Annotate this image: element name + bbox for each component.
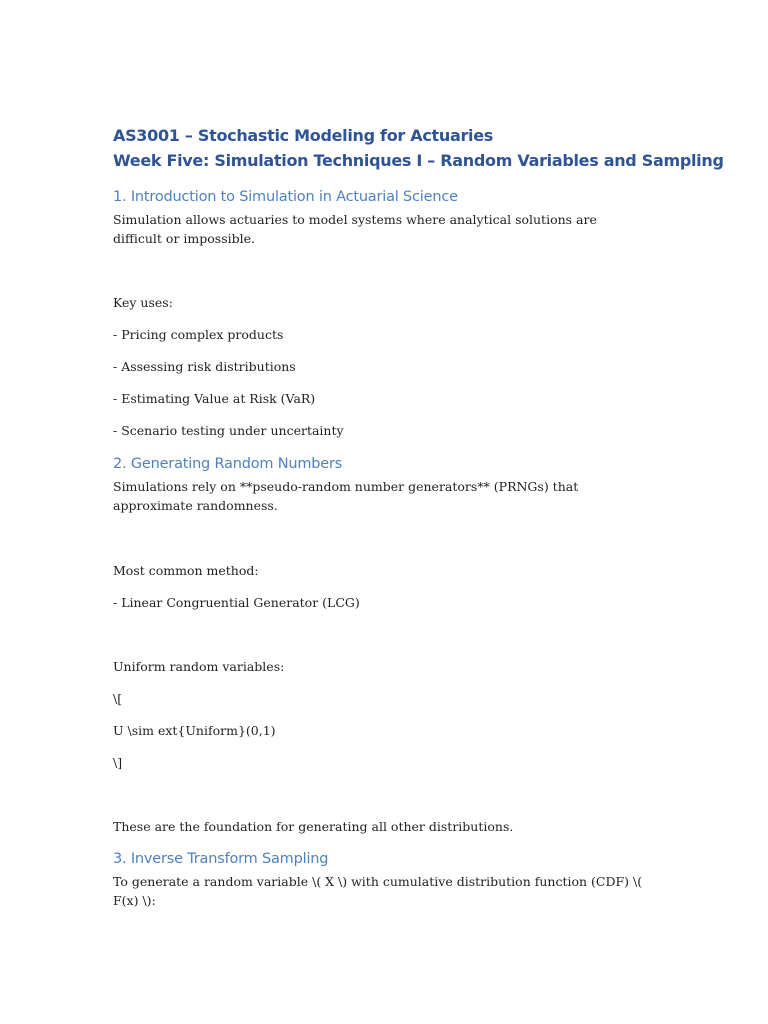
math-close: \]	[113, 755, 123, 770]
list-item: - Estimating Value at Risk (VaR)	[113, 391, 316, 406]
list-item: - Pricing complex products	[113, 327, 284, 342]
list-item: - Scenario testing under uncertainty	[113, 423, 344, 438]
list-item: - Assessing risk distributions	[113, 359, 296, 374]
section-3-heading: 3. Inverse Transform Sampling	[113, 851, 329, 867]
document-subtitle: Week Five: Simulation Techniques I – Random Variables and Sampling	[113, 151, 724, 170]
document-title: AS3001 – Stochastic Modeling for Actuaries	[113, 126, 493, 145]
list-item: - Linear Congruential Generator (LCG)	[113, 595, 360, 610]
math-open: \[	[113, 691, 123, 706]
section-1-intro: Simulation allows actuaries to model systems where analytical solutions are difficult or impossible.	[113, 212, 597, 246]
uniform-label: Uniform random variables:	[113, 659, 285, 674]
key-uses-label: Key uses:	[113, 295, 173, 310]
section-1-heading: 1. Introduction to Simulation in Actuarial Science	[113, 189, 458, 205]
method-label: Most common method:	[113, 563, 259, 578]
foundation-text: These are the foundation for generating all other distributions.	[113, 819, 514, 834]
section-3-intro: To generate a random variable \( X \) with cumulative distribution function (CDF) \( F(x) \):	[113, 874, 643, 908]
math-expression: U \sim ext{Uniform}(0,1)	[113, 723, 276, 738]
section-2-intro: Simulations rely on **pseudo-random number generators** (PRNGs) that approximate randomness.	[113, 479, 579, 513]
section-2-heading: 2. Generating Random Numbers	[113, 456, 343, 472]
